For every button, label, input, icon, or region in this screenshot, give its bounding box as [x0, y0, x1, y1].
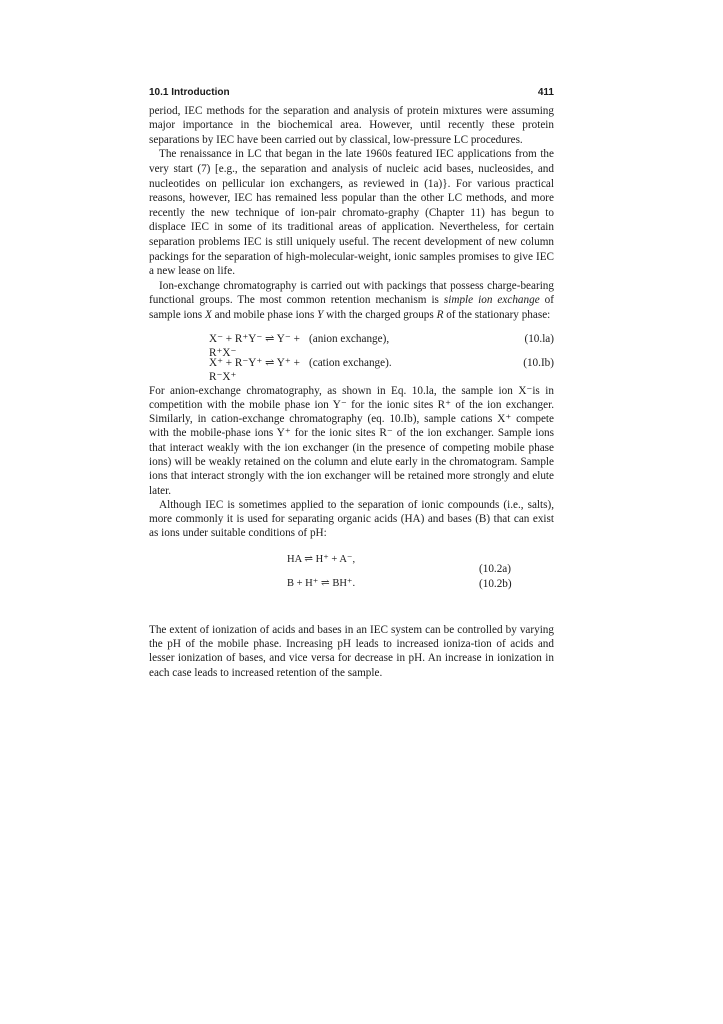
equation-number: (10.la)	[524, 332, 554, 345]
paragraph-2: The renaissance in LC that began in the late 1960s featured IEC applications from the very start (7) [e.g., the separation and analysis of nucleic acid bases, nucleosides, and nucleotides on pellicular ion exchangers, as reviewed in (1a)}. For various practical reasons, however, IEC has remained less popular than the other LC methods, and more recently the new technique of ion-pair chromato-graphy (Chapter 11) has begun to displace IEC in some of its traditional areas of application. Nevertheless, for certain separation problems IEC is still uniquely useful. The recent development of new column packings for the separation of high-molecular-weight, ionic samples promises to give IEC a new lease on life.	[149, 148, 554, 278]
ion-exchange-equations	[149, 332, 554, 384]
paragraph-1: period, IEC methods for the separation and analysis of protein mixtures were assuming major importance in the biochemical area. However, until recently these protein separations by IEC have been carried out by classical, low-pressure LC procedures.	[149, 104, 554, 146]
equation-expression: X⁺ + R⁻Y⁺ ⇌ Y⁺ + R⁻X⁺	[209, 356, 300, 384]
equation-number: (10.Ib)	[523, 356, 554, 369]
equation-10-2a-expression: HA ⇌ H⁺ + A⁻,	[287, 553, 356, 565]
section-title: 10.1 Introduction	[149, 87, 230, 98]
equation-10-2a-number: (10.2a)	[479, 562, 511, 575]
running-head	[149, 86, 554, 101]
paragraph-6: The extent of ionization of acids and bases in an IEC system can be controlled by varying the pH of the mobile phase. Increasing pH leads to increased ioniza-tion of acids and lesser ionization of bases, and vice versa for decrease in pH. An increase in ionization in each case leads to increased retention of the sample.	[149, 623, 554, 679]
acid-base-equations	[149, 553, 554, 605]
equation-10-1b	[149, 356, 554, 384]
paragraph-5: Although IEC is sometimes applied to the separation of ionic compounds (i.e., salts), more commonly it is used for separating organic acids (HA) and bases (B) that can exist as ions under suitable conditions of pH:	[149, 498, 554, 540]
equation-description: (cation exchange).	[309, 356, 392, 369]
book-page	[149, 86, 554, 680]
equation-expression: X⁻ + R⁺Y⁻ ⇌ Y⁻ + R⁺X⁻	[209, 332, 300, 360]
equation-description: (anion exchange),	[309, 332, 390, 345]
equation-10-2b-number: (10.2b)	[479, 577, 512, 590]
equation-10-2b-expression: B + H⁺ ⇌ BH⁺.	[287, 577, 356, 589]
equation-10-1a	[149, 332, 554, 360]
page-number: 411	[537, 87, 554, 98]
paragraph-3: Ion-exchange chromatography is carried out with packings that possess charge-bearing functional groups. The most common retention mechanism is simple ion exchange of sample ions X and mobile phase ions Y with the charged groups R of the stationary phase:	[149, 279, 554, 321]
paragraph-4: For anion-exchange chromatography, as shown in Eq. 10.la, the sample ion X⁻is in competition with the mobile phase ion Y⁻ for the ionic sites R⁺ of the ion exchanger. Similarly, in cation-exchange chromatography (eq. 10.Ib), sample cations X⁺ compete with the mobile-phase ions Y⁺ for the ionic sites R⁻ of the ion exchanger. Sample ions that interact weakly with the ion exchanger (in the presence of competing mobile phase ions) will be weakly retained on the column and elute early in the chromatogram. Sample ions that interact strongly with the ion exchanger will be retained more strongly and elute later.	[149, 384, 554, 497]
